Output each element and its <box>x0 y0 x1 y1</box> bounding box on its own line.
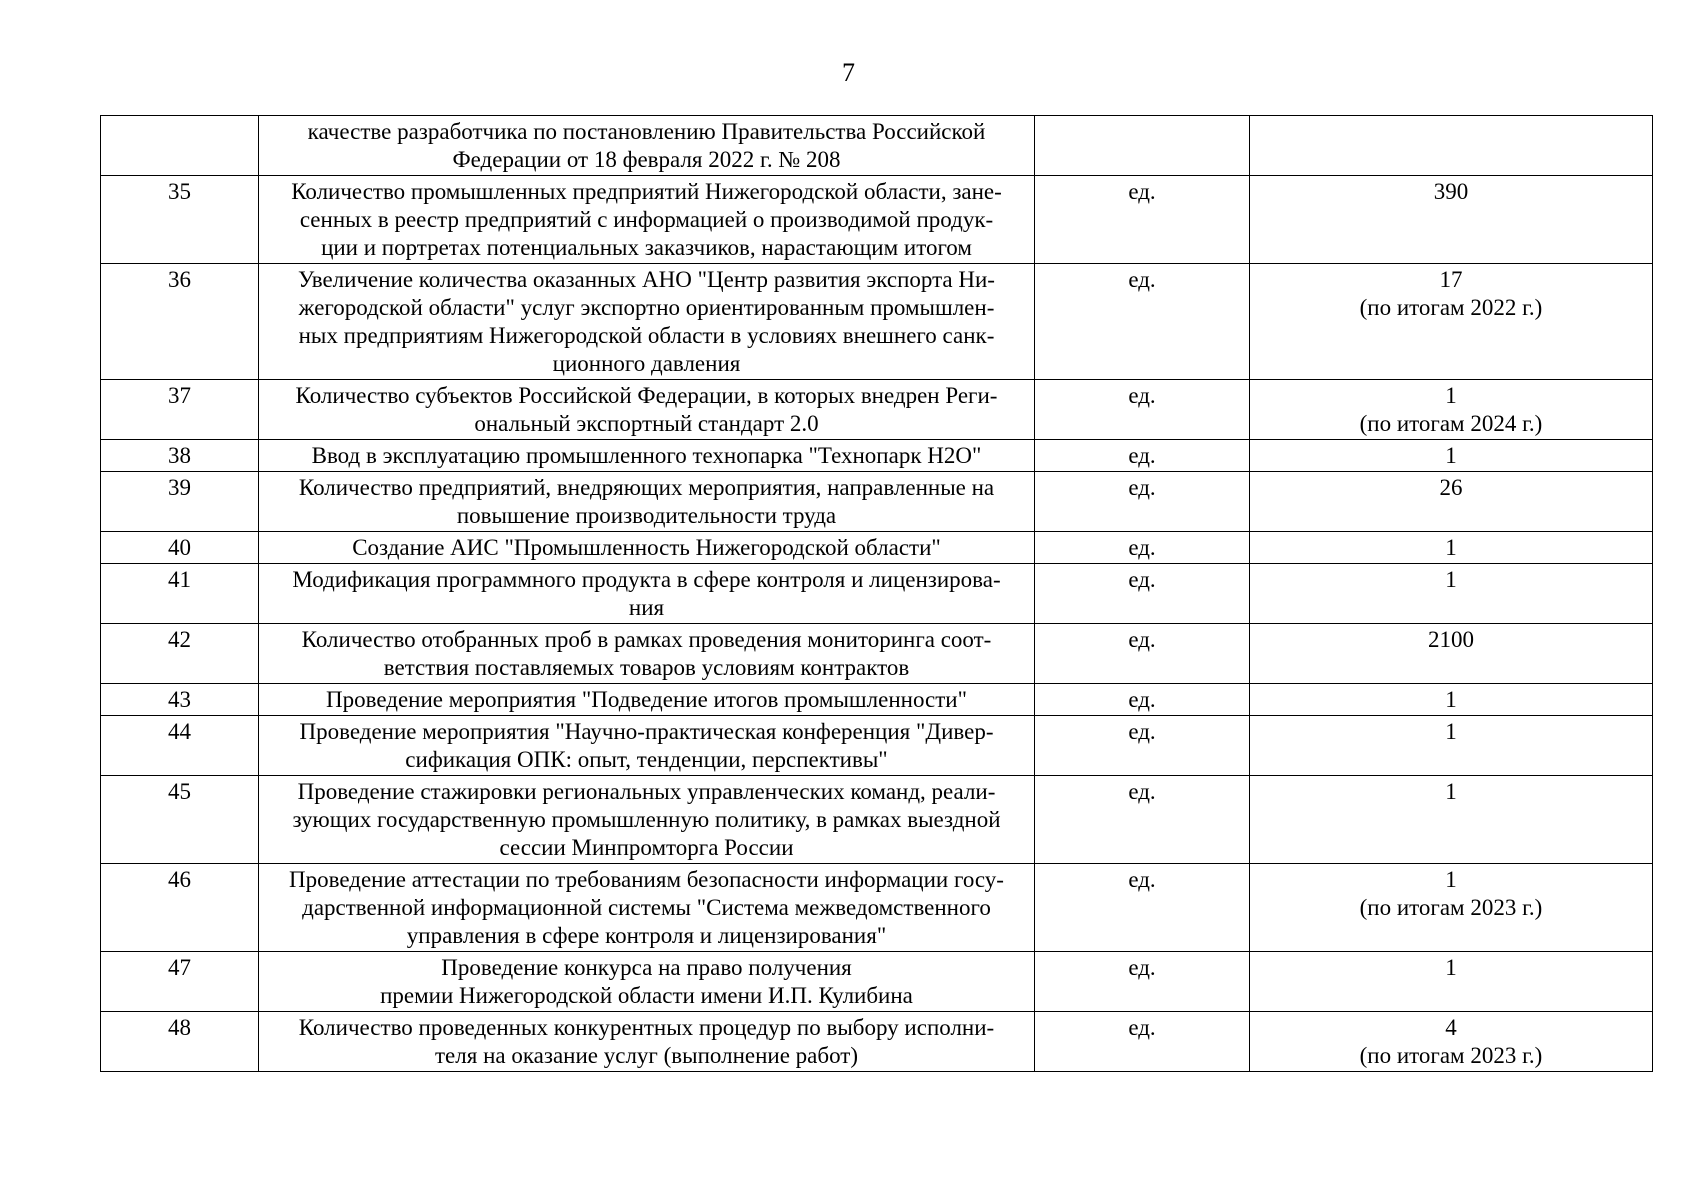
indicator-name-line: Проведение аттестации по требованиям безопасности информации госу- <box>289 867 1004 892</box>
indicator-name <box>259 952 1035 1012</box>
row-number: 46 <box>101 864 259 952</box>
indicator-name <box>259 380 1035 440</box>
unit-of-measure: ед. <box>1035 864 1250 952</box>
target-value-line: 4 <box>1445 1015 1457 1040</box>
target-value-line: 1 <box>1445 687 1457 712</box>
indicators-table <box>100 115 1653 1072</box>
target-value-line: 1 <box>1445 955 1457 980</box>
indicator-name-line: Проведение мероприятия "Научно-практическая конференция "Дивер- <box>299 719 994 744</box>
indicator-name <box>259 776 1035 864</box>
table-row <box>101 952 1653 1012</box>
target-value <box>1250 776 1653 864</box>
target-value-line: 1 <box>1445 867 1457 892</box>
row-number: 44 <box>101 716 259 776</box>
table-row <box>101 624 1653 684</box>
indicator-name-line: дарственной информационной системы "Система межведомственного <box>302 895 991 920</box>
indicator-name <box>259 564 1035 624</box>
row-number: 48 <box>101 1012 259 1072</box>
target-value <box>1250 380 1653 440</box>
table-row <box>101 116 1653 176</box>
target-value <box>1250 440 1653 472</box>
indicator-name-line: сенных в реестр предприятий с информацией о производимой продук- <box>299 207 994 232</box>
target-value-line: (по итогам 2024 г.) <box>1359 411 1543 436</box>
unit-of-measure: ед. <box>1035 776 1250 864</box>
target-value-line: (по итогам 2023 г.) <box>1359 895 1543 920</box>
target-value <box>1250 564 1653 624</box>
indicator-name-line: Количество субъектов Российской Федерации, в которых внедрен Реги- <box>295 383 998 408</box>
unit-of-measure: ед. <box>1035 624 1250 684</box>
indicator-name-line: Проведение стажировки региональных управленческих команд, реали- <box>297 779 996 804</box>
indicator-name <box>259 532 1035 564</box>
target-value-line: 26 <box>1439 475 1463 500</box>
indicator-name-line: ональный экспортный стандарт 2.0 <box>474 411 819 436</box>
indicator-name-line: ных предприятиям Нижегородской области в условиях внешнего санк- <box>298 323 995 348</box>
page-number: 7 <box>842 58 855 87</box>
table-row <box>101 440 1653 472</box>
row-number: 35 <box>101 176 259 264</box>
indicator-name-line: Ввод в эксплуатацию промышленного технопарка "Технопарк H2O" <box>311 443 982 468</box>
target-value-line: 1 <box>1445 719 1457 744</box>
indicator-name-line: Количество проведенных конкурентных процедур по выбору исполни- <box>298 1015 995 1040</box>
indicator-name-line: ции и портретах потенциальных заказчиков, нарастающим итогом <box>321 235 972 260</box>
unit-of-measure <box>1035 116 1250 176</box>
target-value-line: 390 <box>1433 179 1469 204</box>
indicator-name <box>259 472 1035 532</box>
indicator-name-line: Создание АИС "Промышленность Нижегородской области" <box>352 535 941 560</box>
indicator-name-line: ния <box>628 595 665 620</box>
indicator-name <box>259 624 1035 684</box>
unit-of-measure: ед. <box>1035 1012 1250 1072</box>
table-row <box>101 264 1653 380</box>
unit-of-measure: ед. <box>1035 532 1250 564</box>
row-number <box>101 116 259 176</box>
indicator-name <box>259 176 1035 264</box>
indicator-name <box>259 864 1035 952</box>
row-number: 47 <box>101 952 259 1012</box>
indicator-name <box>259 1012 1035 1072</box>
target-value <box>1250 176 1653 264</box>
target-value-line: 1 <box>1445 567 1457 592</box>
table-row <box>101 684 1653 716</box>
indicator-name-line: теля на оказание услуг (выполнение работ) <box>435 1043 858 1068</box>
indicator-name-line: Количество предприятий, внедряющих мероприятия, направленные на <box>298 475 995 500</box>
indicator-name <box>259 440 1035 472</box>
indicator-name-line: Федерации от 18 февраля 2022 г. № 208 <box>452 147 841 172</box>
indicator-name <box>259 716 1035 776</box>
table-row <box>101 564 1653 624</box>
row-number: 37 <box>101 380 259 440</box>
indicator-name-line: ционного давления <box>552 351 741 376</box>
indicator-name-line: премии Нижегородской области имени И.П. Кулибина <box>380 983 913 1008</box>
target-value-line: 1 <box>1445 383 1457 408</box>
target-value <box>1250 952 1653 1012</box>
indicator-name-line: Количество отобранных проб в рамках проведения мониторинга соот- <box>301 627 992 652</box>
indicators-table-body <box>101 116 1653 1072</box>
target-value-line: 2100 <box>1428 627 1474 652</box>
target-value <box>1250 624 1653 684</box>
indicator-name-line: Модификация программного продукта в сфере контроля и лицензирова- <box>292 567 1001 592</box>
target-value <box>1250 472 1653 532</box>
target-value-line: (по итогам 2023 г.) <box>1359 1043 1543 1068</box>
indicator-name-line: Проведение конкурса на право получения <box>441 955 852 980</box>
table-row <box>101 716 1653 776</box>
unit-of-measure: ед. <box>1035 176 1250 264</box>
indicator-name-line: Проведение мероприятия "Подведение итогов промышленности" <box>326 687 967 712</box>
unit-of-measure: ед. <box>1035 716 1250 776</box>
row-number: 42 <box>101 624 259 684</box>
row-number: 36 <box>101 264 259 380</box>
indicator-name-line: Количество промышленных предприятий Нижегородской области, зане- <box>291 179 1002 204</box>
indicator-name-line: жегородской области" услуг экспортно ориентированным промышлен- <box>298 295 995 320</box>
indicator-name-line: Увеличение количества оказанных АНО "Центр развития экспорта Ни- <box>298 267 995 292</box>
indicator-name <box>259 684 1035 716</box>
table-row <box>101 1012 1653 1072</box>
unit-of-measure: ед. <box>1035 380 1250 440</box>
table-row <box>101 472 1653 532</box>
target-value-line: 1 <box>1445 779 1457 804</box>
row-number: 40 <box>101 532 259 564</box>
indicator-name-line: качестве разработчика по постановлению Правительства Российской <box>307 119 986 144</box>
table-row <box>101 380 1653 440</box>
table-row <box>101 864 1653 952</box>
unit-of-measure: ед. <box>1035 564 1250 624</box>
unit-of-measure: ед. <box>1035 952 1250 1012</box>
unit-of-measure: ед. <box>1035 264 1250 380</box>
unit-of-measure: ед. <box>1035 440 1250 472</box>
target-value <box>1250 716 1653 776</box>
indicator-name-line: сификация ОПК: опыт, тенденции, перспективы" <box>405 747 888 772</box>
target-value-line: 17 <box>1439 267 1463 292</box>
target-value <box>1250 684 1653 716</box>
indicator-name-line: сессии Минпромторга России <box>499 835 794 860</box>
target-value <box>1250 1012 1653 1072</box>
target-value-line: (по итогам 2022 г.) <box>1359 295 1543 320</box>
row-number: 43 <box>101 684 259 716</box>
table-row <box>101 532 1653 564</box>
table-row <box>101 776 1653 864</box>
row-number: 45 <box>101 776 259 864</box>
target-value-line: 1 <box>1445 535 1457 560</box>
indicator-name <box>259 116 1035 176</box>
indicator-name-line: повышение производительности труда <box>456 503 837 528</box>
indicator-name-line: ветствия поставляемых товаров условиям контрактов <box>383 655 910 680</box>
target-value <box>1250 116 1653 176</box>
target-value <box>1250 864 1653 952</box>
table-row <box>101 176 1653 264</box>
row-number: 41 <box>101 564 259 624</box>
target-value <box>1250 264 1653 380</box>
target-value <box>1250 532 1653 564</box>
unit-of-measure: ед. <box>1035 684 1250 716</box>
indicator-name <box>259 264 1035 380</box>
target-value-line: 1 <box>1445 443 1457 468</box>
row-number: 38 <box>101 440 259 472</box>
indicator-name-line: зующих государственную промышленную политику, в рамках выездной <box>292 807 1001 832</box>
indicator-name-line: управления в сфере контроля и лицензирования" <box>406 923 887 948</box>
unit-of-measure: ед. <box>1035 472 1250 532</box>
row-number: 39 <box>101 472 259 532</box>
